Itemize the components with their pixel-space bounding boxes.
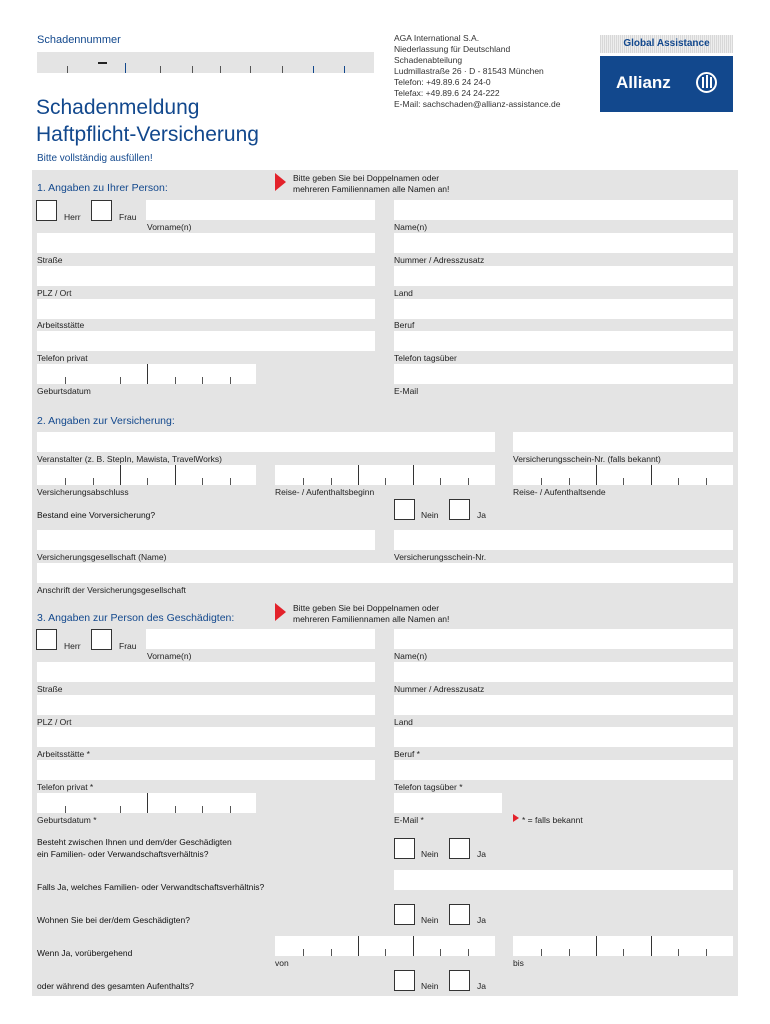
vorname-label: Vorname(n) — [147, 222, 192, 232]
ja-label: Ja — [477, 981, 486, 991]
email-field[interactable] — [394, 793, 502, 813]
verw-nein-checkbox[interactable] — [394, 838, 415, 859]
allianz-logo — [600, 35, 733, 112]
abschluss-field[interactable] — [37, 465, 256, 485]
reise-beginn-label: Reise- / Aufenthaltsbeginn — [275, 487, 375, 497]
beruf-label: Beruf * — [394, 749, 420, 759]
arrow-icon — [275, 603, 286, 621]
tel-tag-label: Telefon tagsüber * — [394, 782, 463, 792]
arbeit-field[interactable] — [37, 299, 375, 319]
arbeit-field[interactable] — [37, 727, 375, 747]
geburt-label: Geburtsdatum * — [37, 815, 97, 825]
tel-privat-label: Telefon privat — [37, 353, 88, 363]
plz-label: PLZ / Ort — [37, 288, 72, 298]
section1-heading: 1. Angaben zu Ihrer Person: — [37, 182, 168, 194]
ja-label: Ja — [477, 510, 486, 520]
ges-anschrift-label: Anschrift der Versicherungsgesellschaft — [37, 585, 186, 595]
claim-number-label: Schadennummer — [37, 34, 121, 46]
tel-tag-label: Telefon tagsüber — [394, 353, 457, 363]
land-label: Land — [394, 288, 413, 298]
section1-note: Bitte geben Sie bei Doppelnamen oder mehreren Familiennamen alle Namen an! — [293, 173, 450, 194]
nein-label: Nein — [421, 510, 439, 520]
von-date-field[interactable] — [275, 936, 495, 956]
reise-ende-field[interactable] — [513, 465, 733, 485]
email-field[interactable] — [394, 364, 733, 384]
frau-checkbox[interactable] — [91, 200, 112, 221]
global-assistance-banner: Global Assistance — [600, 35, 733, 53]
vorvers-nein-checkbox[interactable] — [394, 499, 415, 520]
beruf-field[interactable] — [394, 299, 733, 319]
gesamt-ja-checkbox[interactable] — [449, 970, 470, 991]
veranstalter-field[interactable] — [37, 432, 495, 452]
nummer-label: Nummer / Adresszusatz — [394, 684, 485, 694]
falls-ja-question: Falls Ja, welches Familien- oder Verwandtschaftsverhältnis? — [37, 882, 265, 892]
land-label: Land — [394, 717, 413, 727]
section3-note: Bitte geben Sie bei Doppelnamen oder mehreren Familiennamen alle Namen an! — [293, 603, 450, 624]
tel-privat-label: Telefon privat * — [37, 782, 94, 792]
nummer-field[interactable] — [394, 233, 733, 253]
voruebergehend-question: Wenn Ja, vorübergehend — [37, 948, 133, 958]
herr-checkbox[interactable] — [36, 629, 57, 650]
tel-privat-field[interactable] — [37, 331, 375, 351]
form-subtitle: Bitte vollständig ausfüllen! — [37, 153, 153, 164]
ges-schein-field[interactable] — [394, 530, 733, 550]
email-label: E-Mail — [394, 386, 419, 396]
nummer-field[interactable] — [394, 662, 733, 682]
arbeit-label: Arbeitsstätte — [37, 320, 85, 330]
arrow-icon — [275, 173, 286, 191]
name-field[interactable] — [394, 629, 733, 649]
verwandtschaft-question: Besteht zwischen Ihnen und dem/der Geschädigten — [37, 837, 232, 847]
herr-checkbox[interactable] — [36, 200, 57, 221]
arrow-icon — [513, 814, 519, 822]
falls-bekannt-note: * = falls bekannt — [522, 815, 583, 825]
nummer-label: Nummer / Adresszusatz — [394, 255, 485, 265]
abschluss-label: Versicherungsabschluss — [37, 487, 129, 497]
gesamt-question: oder während des gesamten Aufenthalts? — [37, 981, 194, 991]
land-field[interactable] — [394, 266, 733, 286]
ja-label: Ja — [477, 849, 486, 859]
vorvers-ja-checkbox[interactable] — [449, 499, 470, 520]
geburt-field[interactable] — [37, 364, 256, 384]
arbeit-label: Arbeitsstätte * — [37, 749, 90, 759]
frau-label: Frau — [119, 212, 137, 222]
gesamt-nein-checkbox[interactable] — [394, 970, 415, 991]
vorname-field[interactable] — [146, 629, 375, 649]
beruf-label: Beruf — [394, 320, 415, 330]
frau-checkbox[interactable] — [91, 629, 112, 650]
plz-field[interactable] — [37, 695, 375, 715]
tel-tag-field[interactable] — [394, 331, 733, 351]
plz-field[interactable] — [37, 266, 375, 286]
verwandtschaft-question-line2: ein Familien- oder Verwandschaftsverhältnis? — [37, 849, 209, 859]
reise-ende-label: Reise- / Aufenthaltsende — [513, 487, 606, 497]
nein-label: Nein — [421, 981, 439, 991]
herr-label: Herr — [64, 212, 81, 222]
insurer-address: AGA International S.A. Niederlassung für Deutschland Schadenabteilung Ludmillastraße 26 · D - 81543 München Telefon: +49.89.6 24 24-0 Telefax: +49.89.6 24 24-222 E-Mail: sachschaden@allianz-assistance.de — [394, 33, 561, 109]
verhaeltnis-field[interactable] — [394, 870, 733, 890]
bis-date-field[interactable] — [513, 936, 733, 956]
strasse-field[interactable] — [37, 662, 375, 682]
email-label: E-Mail * — [394, 815, 424, 825]
form-title-line2: Haftpflicht-Versicherung — [36, 123, 259, 146]
ja-label: Ja — [477, 915, 486, 925]
bis-label: bis — [513, 958, 524, 968]
strasse-label: Straße — [37, 255, 63, 265]
section3-heading: 3. Angaben zur Person des Geschädigten: — [37, 612, 235, 624]
herr-label: Herr — [64, 641, 81, 651]
land-field[interactable] — [394, 695, 733, 715]
name-label: Name(n) — [394, 651, 428, 661]
name-field[interactable] — [394, 200, 733, 220]
wohnen-nein-checkbox[interactable] — [394, 904, 415, 925]
tel-tag-field[interactable] — [394, 760, 733, 780]
wohnen-question: Wohnen Sie bei der/dem Geschädigten? — [37, 915, 190, 925]
frau-label: Frau — [119, 641, 137, 651]
ges-name-label: Versicherungsgesellschaft (Name) — [37, 552, 167, 562]
von-label: von — [275, 958, 289, 968]
allianz-wordmark: Allianz — [616, 73, 671, 92]
tel-privat-field[interactable] — [37, 760, 375, 780]
geburt-label: Geburtsdatum — [37, 386, 91, 396]
strasse-label: Straße — [37, 684, 63, 694]
ges-schein-label: Versicherungsschein-Nr. — [394, 552, 487, 562]
vorname-field[interactable] — [146, 200, 375, 220]
schein-nr-field[interactable] — [513, 432, 733, 452]
reise-beginn-field[interactable] — [275, 465, 495, 485]
schein-nr-label: Versicherungsschein-Nr. (falls bekannt) — [513, 454, 661, 464]
allianz-eagle-icon — [696, 72, 717, 93]
verw-ja-checkbox[interactable] — [449, 838, 470, 859]
section2-heading: 2. Angaben zur Versicherung: — [37, 415, 175, 427]
name-label: Name(n) — [394, 222, 428, 232]
vorversicherung-question: Bestand eine Vorversicherung? — [37, 510, 156, 520]
nein-label: Nein — [421, 849, 439, 859]
ges-anschrift-field[interactable] — [37, 563, 733, 583]
nein-label: Nein — [421, 915, 439, 925]
geburt-field[interactable] — [37, 793, 256, 813]
claim-number-field[interactable] — [37, 52, 374, 73]
plz-label: PLZ / Ort — [37, 717, 72, 727]
vorname-label: Vorname(n) — [147, 651, 192, 661]
veranstalter-label: Veranstalter (z. B. StepIn, Mawista, TravelWorks) — [37, 454, 223, 464]
beruf-field[interactable] — [394, 727, 733, 747]
form-title: Schadenmeldung — [36, 96, 200, 119]
ges-name-field[interactable] — [37, 530, 375, 550]
strasse-field[interactable] — [37, 233, 375, 253]
wohnen-ja-checkbox[interactable] — [449, 904, 470, 925]
